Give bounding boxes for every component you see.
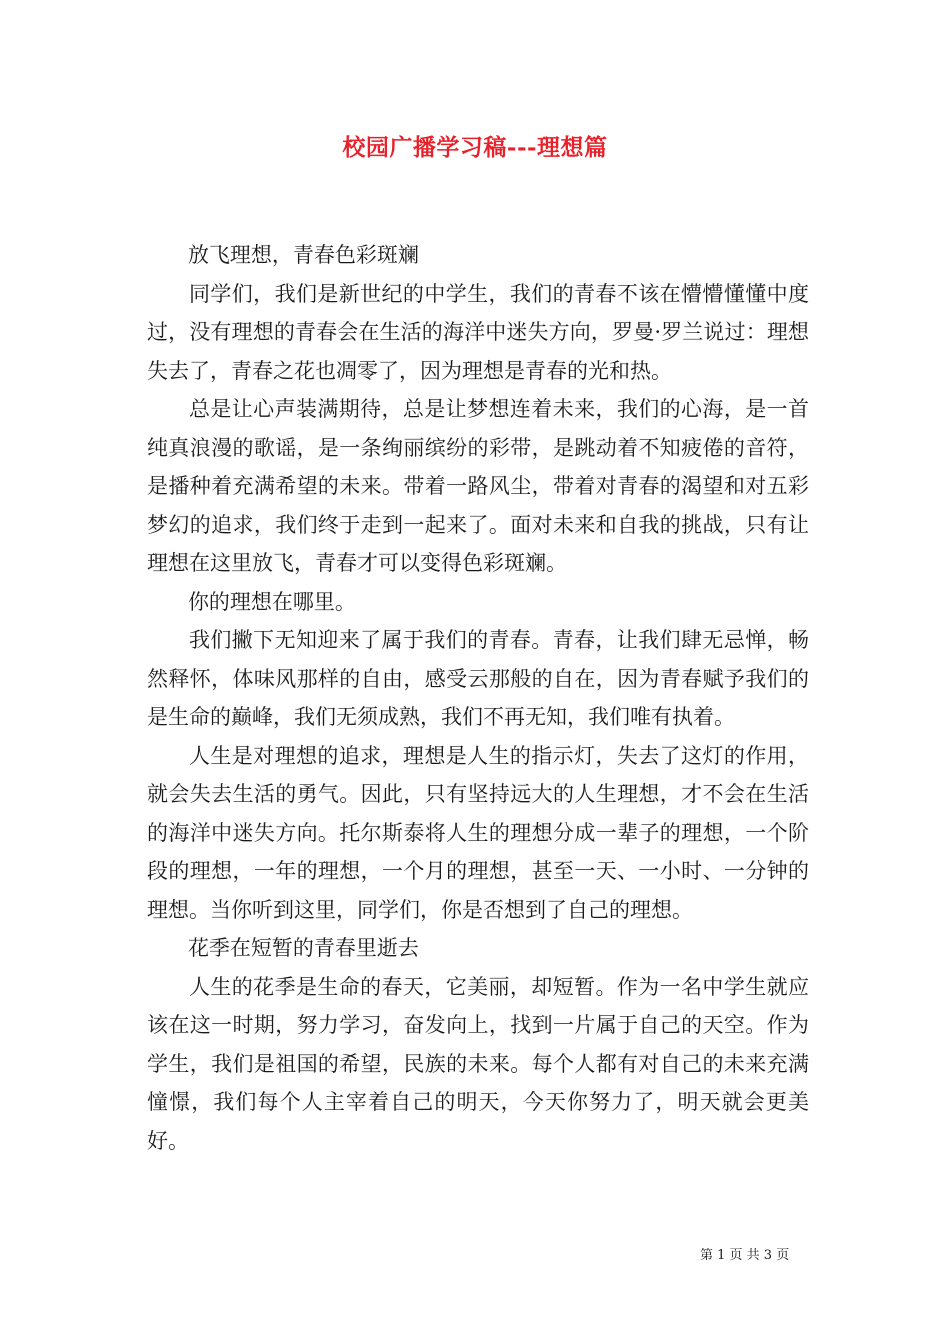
document-title: 校园广播学习稿---理想篇 — [342, 134, 608, 161]
paragraph: 人生是对理想的追求，理想是人生的指示灯，失去了这灯的作用，就会失去生活的勇气。因此，只有坚持远大的人生理想，才不会在生活的海洋中迷失方向。托尔斯泰将人生的理想分成一辈子的理想，一个阶段的理想，一年的理想，一个月的理想，甚至一天、一小时、一分钟的理想。当你听到这里，同学们，你是否想到了自己的理想。 — [147, 743, 809, 922]
paragraph: 人生的花季是生命的春天，它美丽，却短暂。作为一名中学生就应该在这一时期，努力学习，奋发向上，找到一片属于自己的天空。作为学生，我们是祖国的希望，民族的未来。每个人都有对自己的未来充满憧憬，我们每个人主宰着自己的明天，今天你努力了，明天就会更美好。 — [147, 974, 809, 1153]
section-heading: 花季在短暂的青春里逝去 — [187, 936, 419, 960]
paragraph: 总是让心声装满期待，总是让梦想连着未来，我们的心海，是一首纯真浪漫的歌谣，是一条绚丽缤纷的彩带，是跳动着不知疲倦的音符，是播种着充满希望的未来。带着一路风尘，带着对青春的渴望和对五彩梦幻的追求，我们终于走到一起来了。面对未来和自我的挑战，只有让理想在这里放飞，青春才可以变得色彩斑斓。 — [147, 397, 809, 575]
paragraph: 同学们，我们是新世纪的中学生，我们的青春不该在懵懵懂懂中度过，没有理想的青春会在生活的海洋中迷失方向，罗曼·罗兰说过：理想失去了，青春之花也凋零了，因为理想是青春的光和热。 — [147, 281, 809, 383]
paragraph: 我们撇下无知迎来了属于我们的青春。青春，让我们肆无忌惮，畅然释怀，体味风那样的自由，感受云那般的自在，因为青春赋予我们的是生命的巅峰，我们无须成熟，我们不再无知，我们唯有执着。 — [147, 628, 809, 729]
document-body — [147, 236, 809, 1160]
section-heading: 放飞理想，青春色彩斑斓 — [187, 243, 419, 267]
page-number-label: 第 1 页 共 3 页 — [700, 1248, 790, 1263]
section-heading: 你的理想在哪里。 — [187, 589, 356, 614]
page-number — [700, 1247, 820, 1265]
